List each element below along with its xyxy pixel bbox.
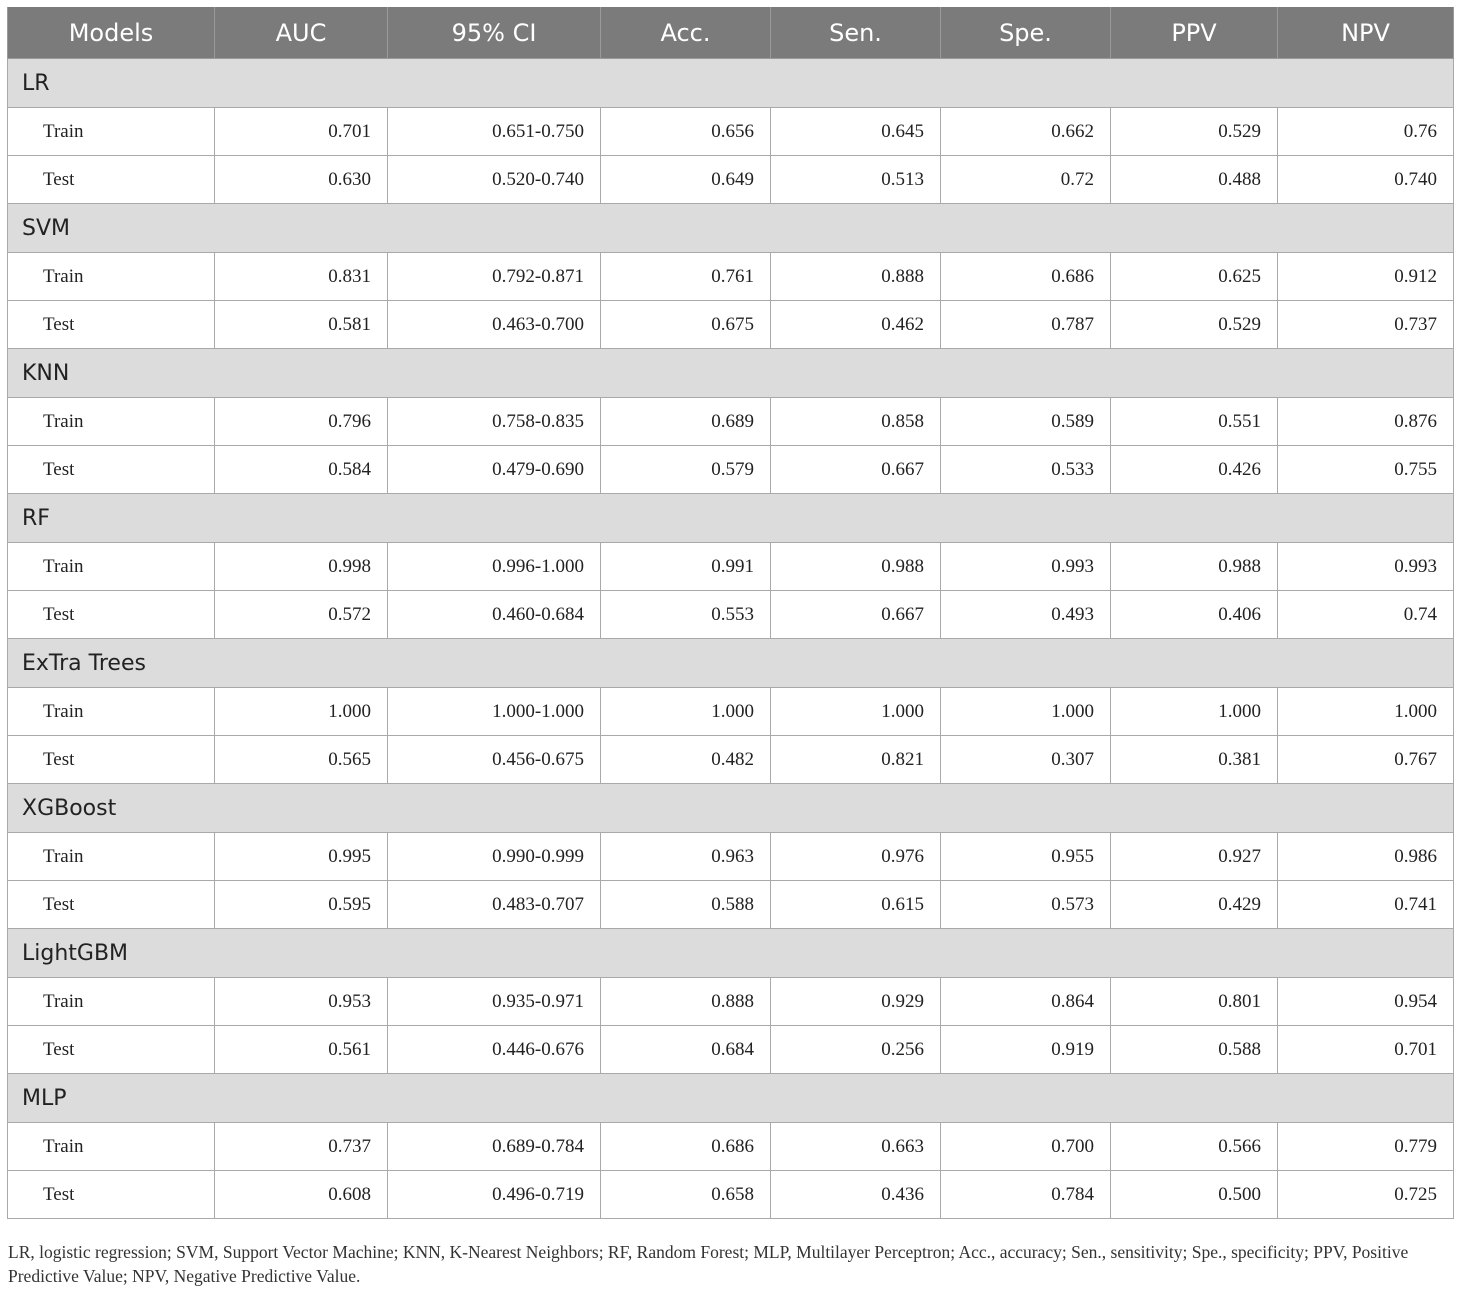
table-cell: 0.995 <box>215 833 388 881</box>
table-cell: 0.767 <box>1278 736 1454 784</box>
table-cell: 0.615 <box>771 881 941 929</box>
header-auc: AUC <box>215 7 388 59</box>
table-cell: 0.684 <box>601 1026 771 1074</box>
table-cell: 0.513 <box>771 156 941 204</box>
table-cell: 0.988 <box>771 543 941 591</box>
table-cell: 0.651-0.750 <box>388 108 601 156</box>
table-cell: 0.737 <box>215 1123 388 1171</box>
table-cell: 0.553 <box>601 591 771 639</box>
table-cell: 1.000 <box>601 688 771 736</box>
row-label: Test <box>8 301 215 349</box>
group-row <box>8 59 1454 108</box>
table-cell: 0.565 <box>215 736 388 784</box>
table-cell: 0.954 <box>1278 978 1454 1026</box>
table-cell: 0.436 <box>771 1171 941 1219</box>
table-cell: 0.758-0.835 <box>388 398 601 446</box>
header-models: Models <box>8 7 215 59</box>
table-cell: 0.667 <box>771 591 941 639</box>
group-label: ExTra Trees <box>8 639 1454 688</box>
table-cell: 0.460-0.684 <box>388 591 601 639</box>
table-cell: 0.645 <box>771 108 941 156</box>
table-row <box>8 978 1454 1026</box>
row-label: Train <box>8 253 215 301</box>
row-label: Train <box>8 688 215 736</box>
table-cell: 0.737 <box>1278 301 1454 349</box>
table-cell: 0.689 <box>601 398 771 446</box>
table-cell: 0.479-0.690 <box>388 446 601 494</box>
group-row <box>8 639 1454 688</box>
table-cell: 0.426 <box>1111 446 1278 494</box>
table-cell: 0.663 <box>771 1123 941 1171</box>
group-row <box>8 204 1454 253</box>
table-cell: 0.589 <box>941 398 1111 446</box>
table-cell: 0.701 <box>215 108 388 156</box>
table-cell: 0.584 <box>215 446 388 494</box>
table-cell: 0.988 <box>1111 543 1278 591</box>
table-cell: 0.595 <box>215 881 388 929</box>
group-label: MLP <box>8 1074 1454 1123</box>
row-label: Test <box>8 156 215 204</box>
table-cell: 0.572 <box>215 591 388 639</box>
table-cell: 0.993 <box>941 543 1111 591</box>
table-cell: 0.725 <box>1278 1171 1454 1219</box>
table-cell: 0.566 <box>1111 1123 1278 1171</box>
table-row <box>8 881 1454 929</box>
table-cell: 0.256 <box>771 1026 941 1074</box>
table-cell: 0.520-0.740 <box>388 156 601 204</box>
table-cell: 0.488 <box>1111 156 1278 204</box>
row-label: Test <box>8 1171 215 1219</box>
table-cell: 0.888 <box>771 253 941 301</box>
table-cell: 0.700 <box>941 1123 1111 1171</box>
header-npv: NPV <box>1278 7 1454 59</box>
table-cell: 0.561 <box>215 1026 388 1074</box>
table-row <box>8 108 1454 156</box>
group-label: LR <box>8 59 1454 108</box>
table-cell: 0.483-0.707 <box>388 881 601 929</box>
table-row <box>8 156 1454 204</box>
table-cell: 0.76 <box>1278 108 1454 156</box>
table-cell: 0.990-0.999 <box>388 833 601 881</box>
row-label: Test <box>8 591 215 639</box>
table-cell: 0.991 <box>601 543 771 591</box>
table-cell: 0.963 <box>601 833 771 881</box>
table-cell: 0.675 <box>601 301 771 349</box>
table-cell: 0.630 <box>215 156 388 204</box>
table-cell: 0.740 <box>1278 156 1454 204</box>
table-cell: 0.656 <box>601 108 771 156</box>
table-cell: 0.955 <box>941 833 1111 881</box>
table-row <box>8 446 1454 494</box>
table-row <box>8 301 1454 349</box>
table-cell: 0.858 <box>771 398 941 446</box>
table-cell: 0.500 <box>1111 1171 1278 1219</box>
group-row <box>8 784 1454 833</box>
table-cell: 0.551 <box>1111 398 1278 446</box>
table-row <box>8 1171 1454 1219</box>
table-cell: 0.864 <box>941 978 1111 1026</box>
table-cell: 0.529 <box>1111 108 1278 156</box>
table-cell: 0.496-0.719 <box>388 1171 601 1219</box>
row-label: Test <box>8 881 215 929</box>
table-row <box>8 736 1454 784</box>
table-cell: 0.689-0.784 <box>388 1123 601 1171</box>
table-cell: 1.000 <box>1111 688 1278 736</box>
group-row <box>8 494 1454 543</box>
table-cell: 0.573 <box>941 881 1111 929</box>
table-row <box>8 398 1454 446</box>
table-cell: 0.888 <box>601 978 771 1026</box>
row-label: Train <box>8 978 215 1026</box>
table-cell: 1.000-1.000 <box>388 688 601 736</box>
header-spe: Spe. <box>941 7 1111 59</box>
table-row <box>8 833 1454 881</box>
table-cell: 0.482 <box>601 736 771 784</box>
table-cell: 0.625 <box>1111 253 1278 301</box>
table-cell: 0.976 <box>771 833 941 881</box>
table-cell: 0.996-1.000 <box>388 543 601 591</box>
table-cell: 0.929 <box>771 978 941 1026</box>
table-cell: 0.831 <box>215 253 388 301</box>
table-footnote: LR, logistic regression; SVM, Support Vector Machine; KNN, K-Nearest Neighbors; RF, Random Forest; MLP, Multilayer Perceptron; Acc., accuracy; Sen., sensitivity; Spe., specificity; PPV, Positive Predictive Value; NPV, Negative Predictive Value. <box>8 1242 1409 1286</box>
row-label: Test <box>8 1026 215 1074</box>
table-cell: 0.588 <box>1111 1026 1278 1074</box>
table-cell: 0.529 <box>1111 301 1278 349</box>
row-label: Train <box>8 1123 215 1171</box>
table-cell: 0.876 <box>1278 398 1454 446</box>
row-label: Train <box>8 398 215 446</box>
table-cell: 0.686 <box>601 1123 771 1171</box>
table-cell: 0.429 <box>1111 881 1278 929</box>
row-label: Test <box>8 736 215 784</box>
table-cell: 0.912 <box>1278 253 1454 301</box>
row-label: Train <box>8 108 215 156</box>
group-row <box>8 349 1454 398</box>
table-cell: 0.686 <box>941 253 1111 301</box>
row-label: Train <box>8 833 215 881</box>
table-cell: 0.533 <box>941 446 1111 494</box>
table-cell: 0.72 <box>941 156 1111 204</box>
table-cell: 0.581 <box>215 301 388 349</box>
table-cell: 0.462 <box>771 301 941 349</box>
table-cell: 0.986 <box>1278 833 1454 881</box>
table-row <box>8 688 1454 736</box>
header-sen: Sen. <box>771 7 941 59</box>
table-cell: 0.821 <box>771 736 941 784</box>
table-cell: 0.381 <box>1111 736 1278 784</box>
table-cell: 0.658 <box>601 1171 771 1219</box>
table-cell: 0.701 <box>1278 1026 1454 1074</box>
table-cell: 0.74 <box>1278 591 1454 639</box>
header-row <box>8 7 1454 59</box>
table-cell: 0.741 <box>1278 881 1454 929</box>
table-cell: 0.463-0.700 <box>388 301 601 349</box>
group-label: RF <box>8 494 1454 543</box>
table-row <box>8 591 1454 639</box>
table-cell: 0.307 <box>941 736 1111 784</box>
header-acc: Acc. <box>601 7 771 59</box>
table-cell: 0.935-0.971 <box>388 978 601 1026</box>
table-cell: 0.456-0.675 <box>388 736 601 784</box>
table-cell: 0.993 <box>1278 543 1454 591</box>
table-cell: 0.662 <box>941 108 1111 156</box>
row-label: Train <box>8 543 215 591</box>
table-cell: 0.667 <box>771 446 941 494</box>
table-cell: 0.608 <box>215 1171 388 1219</box>
group-label: LightGBM <box>8 929 1454 978</box>
table-cell: 0.446-0.676 <box>388 1026 601 1074</box>
table-cell: 0.493 <box>941 591 1111 639</box>
table-cell: 1.000 <box>215 688 388 736</box>
table-cell: 0.579 <box>601 446 771 494</box>
table-cell: 0.779 <box>1278 1123 1454 1171</box>
table-cell: 0.406 <box>1111 591 1278 639</box>
table-cell: 0.919 <box>941 1026 1111 1074</box>
table-body <box>8 59 1454 1219</box>
group-label: XGBoost <box>8 784 1454 833</box>
table-cell: 0.761 <box>601 253 771 301</box>
table-cell: 1.000 <box>771 688 941 736</box>
header-ci: 95% CI <box>388 7 601 59</box>
table-cell: 0.649 <box>601 156 771 204</box>
header-ppv: PPV <box>1111 7 1278 59</box>
table-cell: 0.784 <box>941 1171 1111 1219</box>
table-cell: 0.927 <box>1111 833 1278 881</box>
table-cell: 0.998 <box>215 543 388 591</box>
table-cell: 0.953 <box>215 978 388 1026</box>
table-cell: 1.000 <box>1278 688 1454 736</box>
group-row <box>8 929 1454 978</box>
table-cell: 0.588 <box>601 881 771 929</box>
table-cell: 0.792-0.871 <box>388 253 601 301</box>
table-cell: 0.755 <box>1278 446 1454 494</box>
table-cell: 1.000 <box>941 688 1111 736</box>
table-row <box>8 1123 1454 1171</box>
table-cell: 0.787 <box>941 301 1111 349</box>
table-cell: 0.801 <box>1111 978 1278 1026</box>
group-label: KNN <box>8 349 1454 398</box>
table-cell: 0.796 <box>215 398 388 446</box>
table-row <box>8 543 1454 591</box>
model-performance-table <box>7 7 1454 1219</box>
group-label: SVM <box>8 204 1454 253</box>
group-row <box>8 1074 1454 1123</box>
row-label: Test <box>8 446 215 494</box>
table-row <box>8 253 1454 301</box>
table-row <box>8 1026 1454 1074</box>
